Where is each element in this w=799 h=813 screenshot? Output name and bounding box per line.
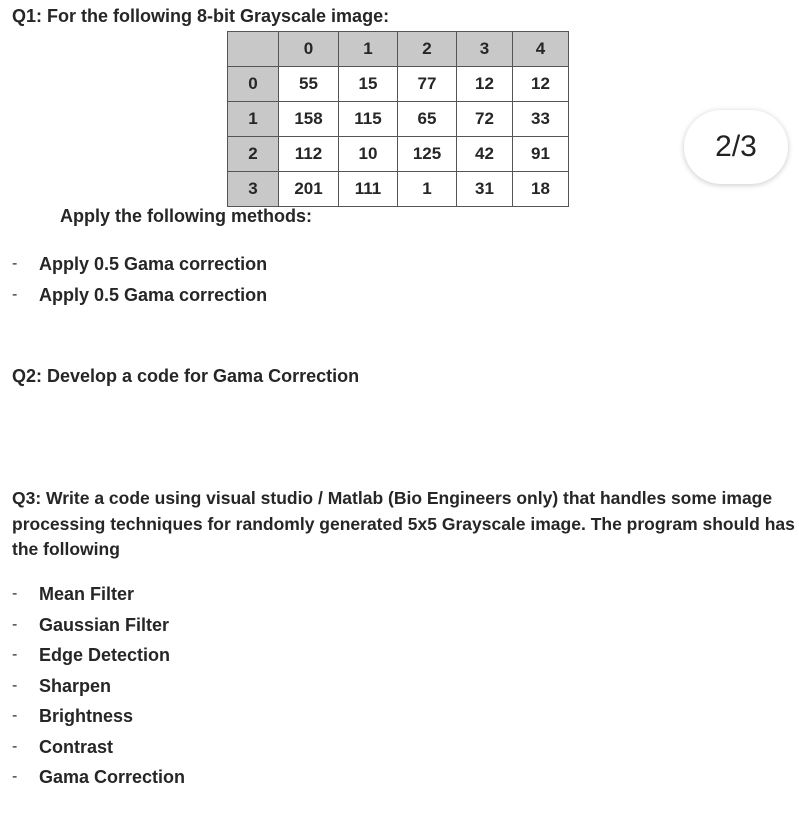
list-item [0, 283, 267, 314]
list-item-label: Apply 0.5 Gama correction [39, 254, 268, 274]
table-row [228, 102, 569, 137]
list-item-label: Edge Detection [39, 645, 171, 665]
row-header: 2 [228, 137, 279, 172]
table-row [228, 137, 569, 172]
list-item [0, 704, 185, 735]
list-item [0, 613, 185, 644]
table-row [228, 172, 569, 207]
pixel-cell: 112 [279, 137, 339, 172]
col-header: 1 [339, 32, 398, 67]
row-header: 1 [228, 102, 279, 137]
list-dash: - [12, 255, 18, 272]
list-dash: - [12, 676, 18, 694]
col-header: 4 [513, 32, 569, 67]
list-item [0, 735, 185, 766]
list-dash: - [12, 737, 18, 755]
pixel-cell: 55 [279, 67, 339, 102]
pixel-cell: 1 [398, 172, 457, 207]
list-item-label: Brightness [39, 706, 134, 726]
grayscale-image-table [227, 31, 569, 207]
list-dash: - [12, 707, 18, 724]
list-item [0, 643, 185, 674]
q1-title: Q1: For the following 8-bit Grayscale image: [12, 6, 390, 26]
pixel-cell: 12 [513, 67, 569, 102]
list-item-label: Apply 0.5 Gama correction [39, 284, 268, 305]
list-item [0, 252, 267, 283]
list-item-label: Sharpen [39, 675, 112, 696]
page-indicator-text: 2/3 [715, 130, 757, 163]
col-header: 0 [279, 32, 339, 67]
pixel-cell: 15 [339, 67, 398, 102]
list-dash: - [12, 646, 18, 663]
col-header: 3 [457, 32, 513, 67]
pixel-cell: 18 [513, 172, 569, 207]
pixel-cell: 115 [339, 102, 398, 137]
list-dash: - [12, 615, 18, 633]
pixel-cell: 10 [339, 137, 398, 172]
list-item [0, 674, 185, 705]
list-dash: - [12, 285, 18, 303]
col-header: 2 [398, 32, 457, 67]
list-item-label: Gaussian Filter [39, 614, 170, 635]
list-dash: - [12, 768, 18, 785]
pixel-cell: 158 [279, 102, 339, 137]
list-item-label: Contrast [39, 736, 114, 757]
table-row [228, 67, 569, 102]
pixel-cell: 42 [457, 137, 513, 172]
table-corner-cell [228, 32, 279, 67]
pixel-cell: 111 [339, 172, 398, 207]
pixel-cell: 12 [457, 67, 513, 102]
table-header-row [228, 32, 569, 67]
list-item-label: Mean Filter [39, 584, 135, 604]
list-item-label: Gama Correction [39, 767, 186, 787]
row-header: 3 [228, 172, 279, 207]
pixel-cell: 65 [398, 102, 457, 137]
q3-text: Q3: Write a code using visual studio / Matlab (Bio Engineers only) that handles some image processing techniques for randomly generated 5x5 Grayscale image. The program should has the following [12, 488, 795, 559]
list-item [0, 765, 185, 796]
pixel-cell: 31 [457, 172, 513, 207]
list-dash: - [12, 585, 18, 602]
pixel-cell: 201 [279, 172, 339, 207]
page-indicator-badge [684, 110, 788, 184]
list-item [0, 582, 185, 613]
pixel-cell: 72 [457, 102, 513, 137]
pixel-cell: 77 [398, 67, 457, 102]
pixel-cell: 125 [398, 137, 457, 172]
q2-text: Q2: Develop a code for Gama Correction [12, 366, 360, 386]
pixel-cell: 91 [513, 137, 569, 172]
q1-methods-list [0, 252, 267, 313]
row-header: 0 [228, 67, 279, 102]
methods-title: Apply the following methods: [60, 206, 312, 226]
q3-items-list [0, 582, 185, 796]
pixel-cell: 33 [513, 102, 569, 137]
